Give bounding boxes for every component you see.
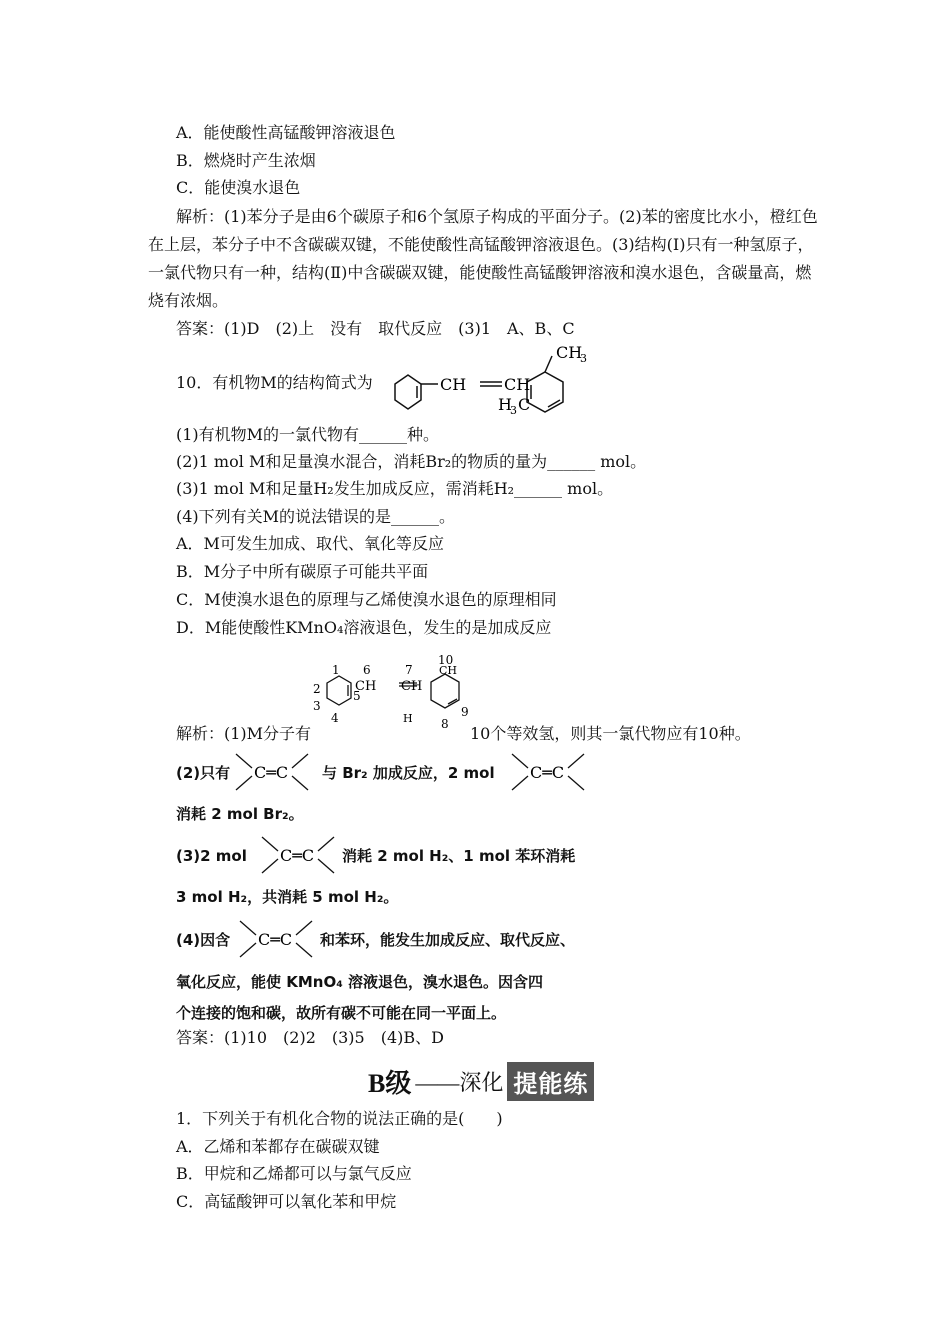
q10-option-a: A．M可发生加成、取代、氧化等反应: [176, 534, 444, 553]
b1-stem: 1．下列关于有机化合物的说法正确的是( ): [176, 1109, 503, 1128]
section-sub: ——深化: [415, 1069, 504, 1095]
svg-text:C═C: C═C: [254, 763, 289, 782]
cc-double-bond-3: [258, 833, 338, 879]
a10-2-pre: (2)只有: [176, 764, 231, 782]
svg-text:C═C: C═C: [280, 846, 315, 865]
b1-option-c: C．高锰酸钾可以氧化苯和甲烷: [176, 1192, 397, 1211]
svg-text:1: 1: [332, 663, 340, 677]
section-badge: 提能练: [507, 1062, 594, 1101]
svg-text:3: 3: [510, 404, 517, 417]
analysis-9: 解析：(1)苯分子是由6个碳原子和6个氢原子构成的平面分子。(2)苯的密度比水小，橙红色在上层，苯分子中不含碳碳双键，不能使酸性高锰酸钾溶液退色。(3)结构(Ⅰ)只有一种氢原子，一氯代物只有一种，结构(Ⅱ)中含碳碳双键，能使酸性高锰酸钾溶液和溴水退色，含碳量高，燃烧有浓烟。: [148, 207, 818, 310]
q10-option-b: B．M分子中所有碳原子可能共平面: [176, 562, 429, 581]
option-c: C．能使溴水退色: [176, 178, 301, 197]
svg-text:5: 5: [353, 689, 361, 703]
b1-option-a: A．乙烯和苯都存在碳碳双键: [176, 1137, 380, 1156]
a10-3-end: 3 mol H₂，共消耗 5 mol H₂。: [176, 888, 399, 906]
a10-1-post: 10个等效氢，则其一氯代物应有10种。: [470, 724, 751, 743]
a10-4-mid: 和苯环，能发生加成反应、取代反应、: [320, 931, 576, 949]
svg-text:CH: CH: [401, 679, 423, 694]
a10-4-pre: (4)因含: [176, 931, 231, 949]
svg-text:H: H: [403, 712, 413, 725]
b1-option-b: B．甲烷和乙烯都可以与氯气反应: [176, 1164, 412, 1183]
svg-text:3: 3: [313, 699, 321, 713]
a10-4-l2: 氧化反应，能使 KMnO₄ 溶液退色，溴水退色。因含四: [176, 973, 543, 991]
svg-text:9: 9: [461, 705, 469, 719]
a10-3-mid: 消耗 2 mol H₂、1 mol 苯环消耗: [342, 847, 576, 865]
ch3-label: CH: [556, 343, 583, 362]
svg-text:2: 2: [313, 682, 321, 696]
q10-part-1: (1)有机物M的一氯代物有______种。: [176, 425, 440, 444]
section-heading: [368, 1063, 594, 1099]
structure-m: [380, 342, 610, 422]
q10-part-3: (3)1 mol M和足量H₂发生加成反应，需消耗H₂______ mol。: [176, 479, 614, 498]
cc-double-bond-1: [232, 750, 312, 796]
answer-10: 答案：(1)10 (2)2 (3)5 (4)B、D: [176, 1028, 444, 1047]
ch-label-2: CH: [504, 375, 531, 394]
q10-option-c: C．M使溴水退色的原理与乙烯使溴水退色的原理相同: [176, 590, 557, 609]
cc-double-bond-4: [236, 917, 316, 963]
svg-text:6: 6: [363, 663, 371, 677]
svg-text:4: 4: [331, 711, 339, 725]
a10-2-end: 消耗 2 mol Br₂。: [176, 805, 304, 823]
q10-stem: 10．有机物M的结构简式为: [176, 373, 373, 392]
q10-option-d: D．M能使酸性KMnO₄溶液退色，发生的是加成反应: [176, 618, 552, 637]
option-b: B．燃烧时产生浓烟: [176, 151, 316, 170]
section-level: B级: [368, 1068, 412, 1098]
svg-text:C═C: C═C: [530, 763, 565, 782]
q10-part-4: (4)下列有关M的说法错误的是______。: [176, 507, 456, 526]
a10-1-pre: 解析：(1)M分子有: [176, 724, 312, 743]
svg-text:CH: CH: [355, 679, 377, 694]
numbered-structure: [305, 648, 475, 738]
svg-text:7: 7: [405, 663, 413, 677]
svg-text:C═C: C═C: [258, 930, 293, 949]
cc-double-bond-2: [508, 750, 588, 796]
a10-3-pre: (3)2 mol: [176, 847, 247, 865]
svg-text:3: 3: [580, 352, 587, 365]
option-a: A．能使酸性高锰酸钾溶液退色: [176, 123, 396, 142]
svg-text:10: 10: [438, 653, 454, 667]
svg-text:CH: CH: [439, 664, 458, 677]
ch-label-1: CH: [440, 375, 467, 394]
svg-text:C: C: [518, 395, 531, 414]
a10-4-l3: 个连接的饱和碳，故所有碳不可能在同一平面上。: [176, 1004, 507, 1022]
a10-2-mid: 与 Br₂ 加成反应，2 mol: [322, 764, 495, 782]
h3c-label: H: [498, 395, 512, 414]
answer-9: 答案：(1)D (2)上 没有 取代反应 (3)1 A、B、C: [176, 319, 575, 338]
q10-part-2: (2)1 mol M和足量溴水混合，消耗Br₂的物质的量为______ mol。: [176, 452, 647, 471]
svg-text:8: 8: [441, 717, 449, 731]
